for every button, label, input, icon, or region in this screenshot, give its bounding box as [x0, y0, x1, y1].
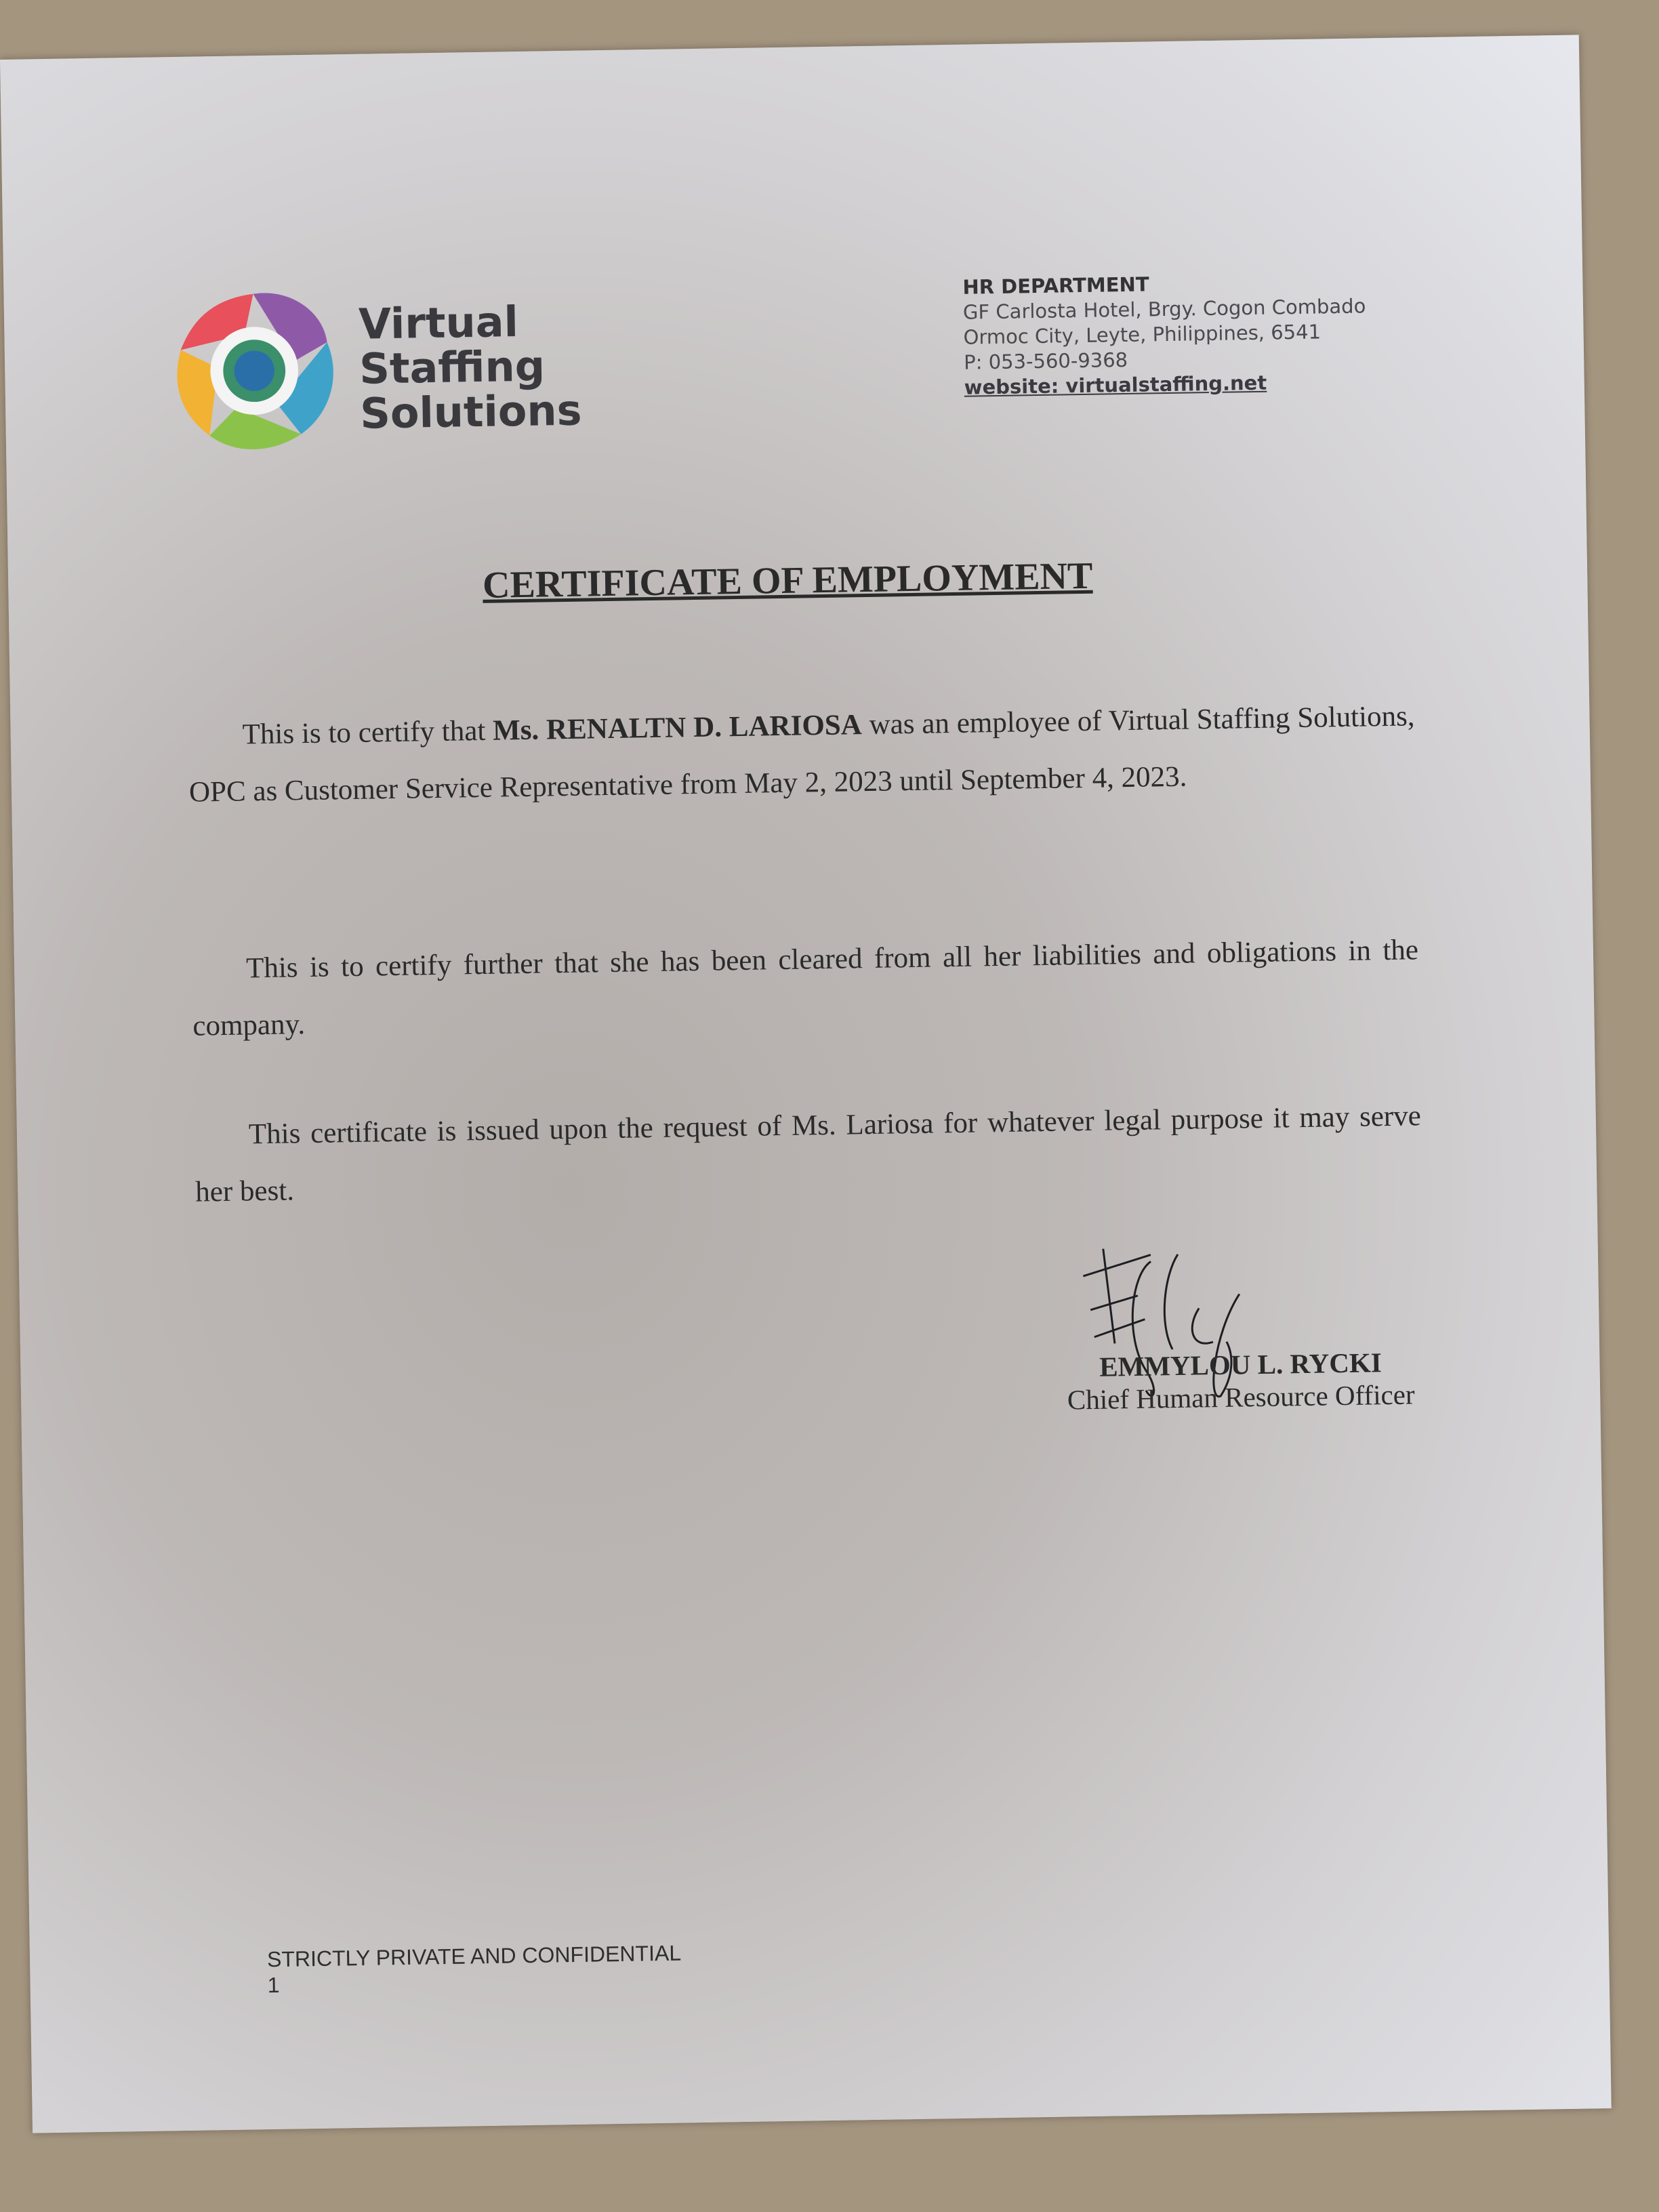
page-number: 1 — [267, 1972, 280, 1998]
company-name-line: Virtual — [358, 297, 519, 349]
document-title: CERTIFICATE OF EMPLOYMENT — [482, 554, 1093, 607]
footer — [267, 1940, 682, 1999]
paragraph-text: was an employee of Virtual Staffing Solutions, OPC as Customer Service Representative from May 2, 2023 until September 4, 2023. — [188, 700, 1415, 808]
hr-contact-block — [962, 268, 1367, 400]
paragraph-purpose: This certificate is issued upon the request of Ms. Lariosa for whatever legal purpose it may serve her best. — [194, 1100, 1422, 1208]
signatory-title: Chief Human Resource Officer — [1067, 1378, 1415, 1416]
paragraph-text: This is to certify that — [242, 714, 493, 751]
company-name — [359, 299, 582, 436]
pinwheel-logo-icon — [161, 278, 347, 464]
website-link[interactable]: website: virtualstaffing.net — [964, 371, 1267, 399]
certificate-paper — [0, 35, 1612, 2133]
employee-name: Ms. RENALTN D. LARIOSA — [492, 709, 863, 747]
paragraph-employment — [188, 688, 1416, 821]
address-line: GF Carlosta Hotel, Brgy. Cogon Combado — [962, 294, 1366, 324]
address-line: Ormoc City, Leyte, Philippines, 6541 — [963, 320, 1322, 349]
company-logo — [161, 274, 582, 464]
signature-block — [1021, 1229, 1458, 1416]
confidential-notice: STRICTLY PRIVATE AND CONFIDENTIAL — [266, 1940, 682, 1972]
company-name-line: Staffing — [359, 341, 546, 394]
paragraph-clearance: This is to certify further that she has been cleared from all her liabilities and obligations in the company. — [192, 934, 1419, 1042]
signatory-name: EMMYLOU L. RYCKI — [1099, 1347, 1382, 1382]
department-label: HR DEPARTMENT — [962, 272, 1149, 299]
phone-number: P: 053-560-9368 — [963, 348, 1128, 374]
company-name-line: Solutions — [359, 385, 582, 438]
